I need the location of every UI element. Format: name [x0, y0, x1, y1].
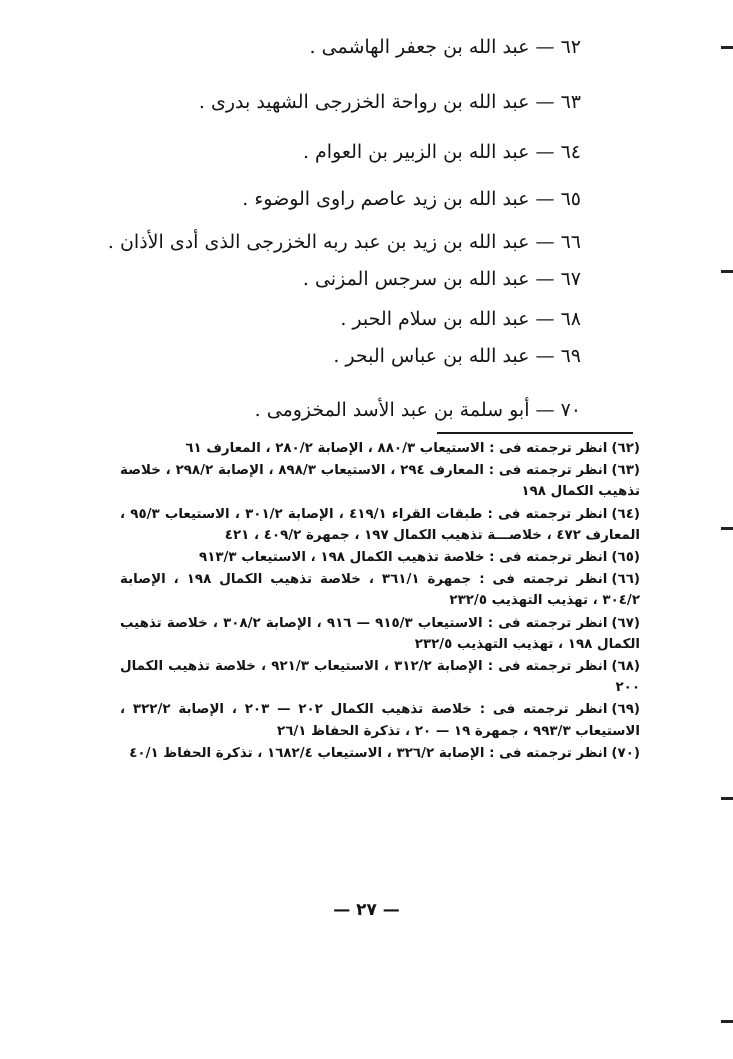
scan-edge-mark	[721, 1020, 733, 1023]
scan-edge-mark	[721, 270, 733, 273]
list-item-64: ٦٤ — عبد الله بن الزبير بن العوام .	[302, 141, 581, 163]
list-item-66: ٦٦ — عبد الله بن زيد بن عبد ربه الخزرجى الذى أدى الأذان .	[107, 231, 581, 253]
list-item-69: ٦٩ — عبد الله بن عباس البحر .	[333, 345, 581, 367]
footnote-65	[120, 547, 640, 568]
footnote-number: (٦٦)	[611, 572, 641, 588]
footnote-70	[120, 743, 640, 764]
footnote-text: انظر ترجمته فى : خلاصة تذهيب الكمال ٢٠٢ — ٢٠٣ ، الإصابة ٣٢٢/٢ ، الاستيعاب ٩٩٣/٣ ، جمهرة ١٩ — ٢٠ ، تذكرة الحفاظ ٢٦/١	[120, 702, 640, 739]
footnote-number: (٧٠)	[611, 745, 640, 761]
footnote-number: (٦٣)	[611, 463, 640, 479]
list-item-65: ٦٥ — عبد الله بن زيد عاصم راوى الوضوء .	[242, 188, 581, 210]
footnote-separator	[437, 432, 633, 434]
footnote-69	[120, 699, 640, 741]
footnote-number: (٦٨)	[611, 659, 640, 675]
list-item-68: ٦٨ — عبد الله بن سلام الحبر .	[340, 308, 581, 330]
footnote-67	[120, 613, 640, 655]
footnote-66	[120, 569, 640, 611]
footnote-number: (٦٤)	[611, 506, 640, 522]
page-number: — ٢٧ —	[333, 900, 400, 920]
list-item-70: ٧٠ — أبو سلمة بن عبد الأسد المخزومى .	[254, 399, 581, 421]
footnote-text: انظر ترجمته فى : المعارف ٢٩٤ ، الاستيعاب ٨٩٨/٣ ، الإصابة ٢٩٨/٢ ، خلاصة تذهيب الكمال ١٩٨	[120, 463, 640, 500]
footnote-text: انظر ترجمته فى : الاستيعاب ٨٨٠/٣ ، الإصابة ٢٨٠/٢ ، المعارف ٦١	[185, 441, 608, 456]
footnote-63	[120, 460, 640, 502]
list-item-63: ٦٣ — عبد الله بن رواحة الخزرجى الشهيد بدرى .	[198, 91, 581, 113]
footnote-number: (٦٢)	[611, 441, 640, 456]
scan-edge-mark	[721, 527, 733, 530]
footnote-number: (٦٩)	[611, 702, 641, 718]
footnote-62	[120, 438, 640, 459]
footnote-text: انظر ترجمته فى : خلاصة تذهيب الكمال ١٩٨ ، الاستيعاب ٩١٣/٣	[199, 550, 608, 566]
footnote-text: انظر ترجمته فى : جمهرة ٣٦١/١ ، خلاصة تذهيب الكمال ١٩٨ ، الإصابة ٣٠٤/٢ ، تهذيب التهذيب ٢٣٢/٥	[120, 572, 640, 609]
footnotes-block	[120, 438, 640, 765]
footnote-text: انظر ترجمته فى : الاستيعاب ٩١٥/٣ — ٩١٦ ، الإصابة ٣٠٨/٢ ، خلاصة تذهيب الكمال ١٩٨ ، تهذيب التهذيب ٢٣٢/٥	[120, 615, 640, 652]
footnote-text: انظر ترجمته فى : الإصابة ٣١٢/٢ ، الاستيعاب ٩٢١/٣ ، خلاصة تذهيب الكمال ٢٠٠	[120, 659, 640, 696]
footnote-number: (٦٧)	[611, 615, 641, 631]
list-item-62: ٦٢ — عبد الله بن جعفر الهاشمى .	[309, 36, 581, 58]
footnote-text: انظر ترجمته فى : طبقات القراء ٤١٩/١ ، الإصابة ٣٠١/٢ ، الاستيعاب ٩٥/٣ ، المعارف ٤٧٢ ، خلاصـــة تذهيب الكمال ١٩٧ ، جمهرة ٤٠٩/٢ ، ٤٢١	[120, 506, 640, 543]
footnote-text: انظر ترجمته فى : الإصابة ٣٢٦/٢ ، الاستيعاب ١٦٨٢/٤ ، تذكرة الحفاظ ٤٠/١	[129, 745, 608, 761]
scan-edge-mark	[721, 46, 733, 49]
footnote-number: (٦٥)	[611, 550, 640, 566]
footnote-68	[120, 656, 640, 698]
list-item-67: ٦٧ — عبد الله بن سرجس المزنى .	[302, 268, 581, 290]
footnote-64	[120, 504, 640, 546]
scan-edge-mark	[721, 797, 733, 800]
